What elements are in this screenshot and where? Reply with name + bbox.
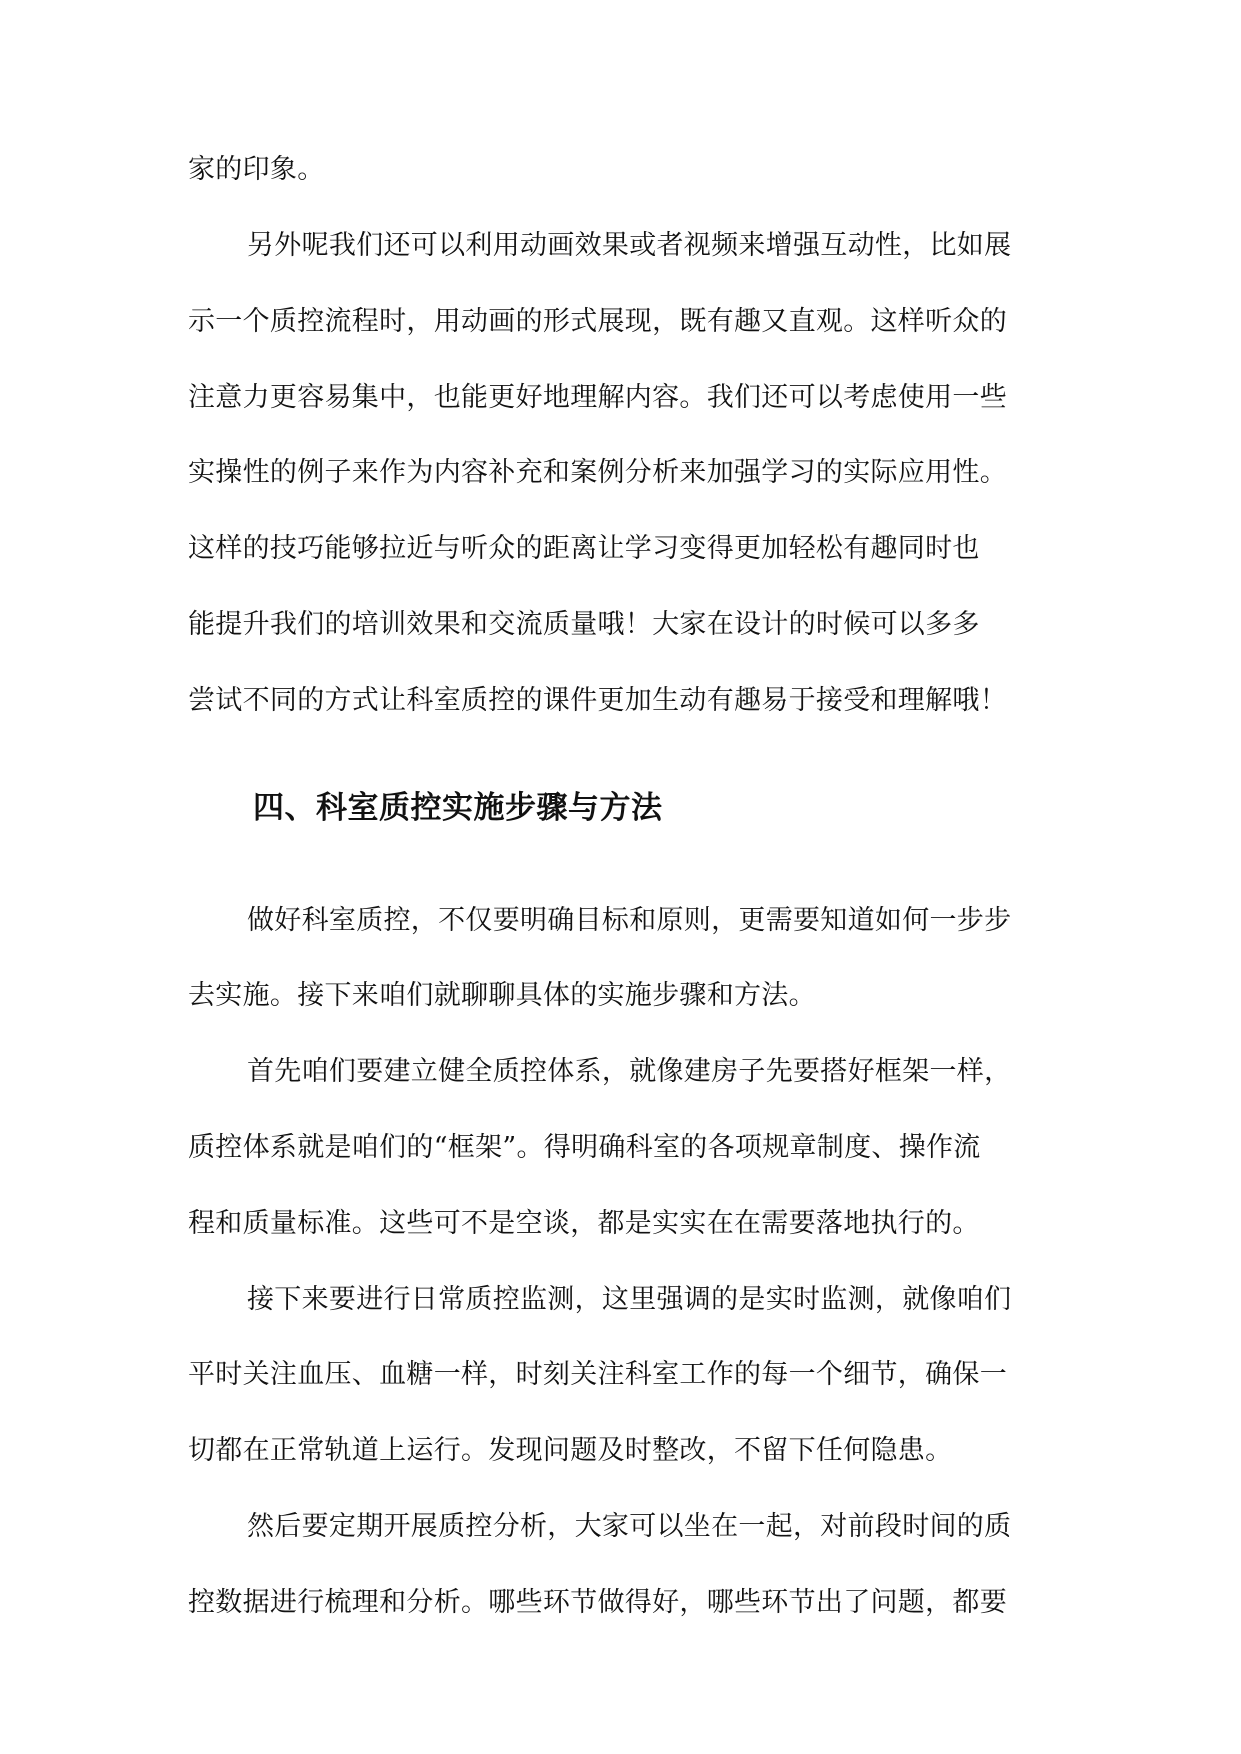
text-line: 能提升我们的培训效果和交流质量哦！大家在设计的时候可以多多 <box>188 609 980 640</box>
text-line: 质控体系就是咱们的“框架”。得明确科室的各项规章制度、操作流 <box>188 1132 981 1163</box>
text-line: 家的印象。 <box>188 154 325 185</box>
text-line: 去实施。接下来咱们就聊聊具体的实施步骤和方法。 <box>188 980 816 1011</box>
section-heading: 四、科室质控实施步骤与方法 <box>253 790 663 826</box>
text-line: 实操性的例子来作为内容补充和案例分析来加强学习的实际应用性。 <box>188 457 1007 488</box>
paragraph-start-line: 首先咱们要建立健全质控体系，就像建房子先要搭好框架一样， <box>247 1056 1012 1087</box>
paragraph-start-line: 然后要定期开展质控分析，大家可以坐在一起，对前段时间的质 <box>247 1511 1012 1542</box>
text-line: 示一个质控流程时，用动画的形式展现，既有趣又直观。这样听众的 <box>188 306 1007 337</box>
text-line: 切都在正常轨道上运行。发现问题及时整改，不留下任何隐患。 <box>188 1435 953 1466</box>
text-line: 这样的技巧能够拉近与听众的距离让学习变得更加轻松有趣同时也 <box>188 533 980 564</box>
paragraph-start-line: 做好科室质控，不仅要明确目标和原则，更需要知道如何一步步 <box>247 905 1012 936</box>
text-line: 平时关注血压、血糖一样，时刻关注科室工作的每一个细节，确保一 <box>188 1359 1007 1390</box>
paragraph-start-line: 另外呢我们还可以利用动画效果或者视频来增强互动性，比如展 <box>247 230 1012 261</box>
text-line: 控数据进行梳理和分析。哪些环节做得好，哪些环节出了问题，都要 <box>188 1587 1007 1618</box>
paragraph-start-line: 接下来要进行日常质控监测，这里强调的是实时监测，就像咱们 <box>247 1284 1012 1315</box>
text-line: 程和质量标准。这些可不是空谈，都是实实在在需要落地执行的。 <box>188 1208 980 1239</box>
text-line: 注意力更容易集中，也能更好地理解内容。我们还可以考虑使用一些 <box>188 382 1007 413</box>
text-line: 尝试不同的方式让科室质控的课件更加生动有趣易于接受和理解哦！ <box>188 685 1007 716</box>
